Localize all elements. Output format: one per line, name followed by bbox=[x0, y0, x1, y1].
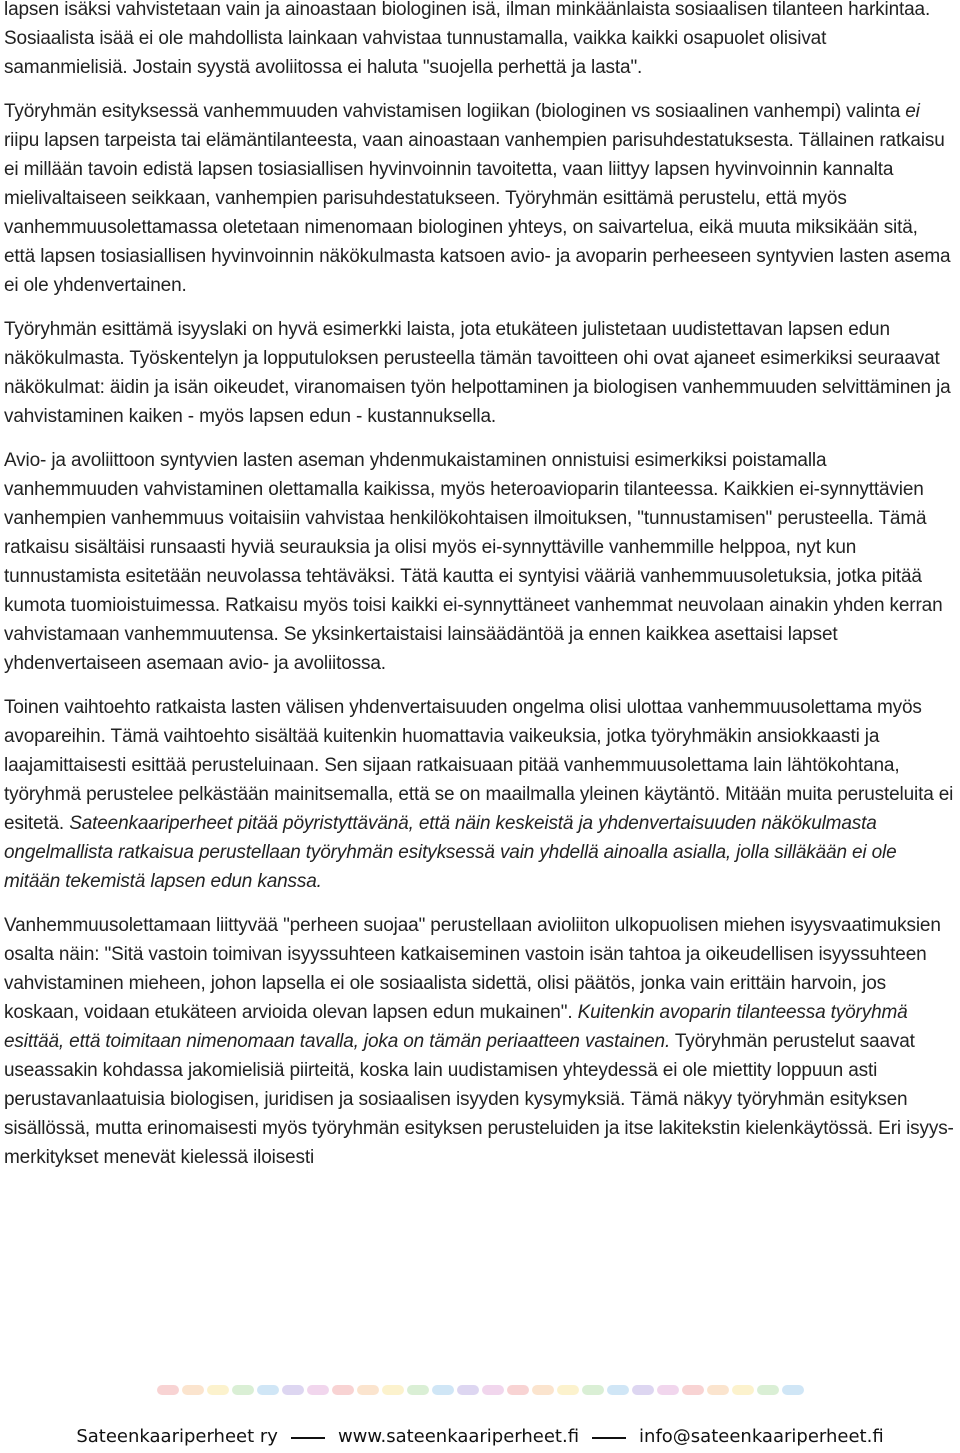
body-paragraph bbox=[4, 693, 954, 896]
rainbow-segment bbox=[607, 1385, 629, 1395]
rainbow-segment bbox=[682, 1385, 704, 1395]
footer-separator bbox=[291, 1437, 325, 1439]
rainbow-segment bbox=[782, 1385, 804, 1395]
italic-text: ei bbox=[905, 101, 920, 122]
rainbow-segment bbox=[432, 1385, 454, 1395]
rainbow-segment bbox=[257, 1385, 279, 1395]
paragraph-text: Työryhmän esittämä isyyslaki on hyvä esimerkki laista, jota etukäteen julistetaan uudistettavan lapsen edun näkökulmasta. Työskentelyn ja lopputuloksen perusteella tämän tavoitteen ohi ovat ajaneet esimerkiksi seuraavat näkökulmat: äidin ja isän oikeudet, viranomaisen työn helpottaminen ja biologisen vanhemmuuden selvittäminen ja vahvistaminen kaiken - myös lapsen edun - kustannuksella. bbox=[4, 319, 951, 427]
footer-organization: Sateenkaariperheet ry bbox=[76, 1426, 278, 1447]
rainbow-segment bbox=[482, 1385, 504, 1395]
rainbow-segment bbox=[632, 1385, 654, 1395]
rainbow-segment bbox=[357, 1385, 379, 1395]
rainbow-segment bbox=[332, 1385, 354, 1395]
rainbow-segment bbox=[707, 1385, 729, 1395]
rainbow-segment bbox=[182, 1385, 204, 1395]
rainbow-segment bbox=[282, 1385, 304, 1395]
rainbow-segment bbox=[157, 1385, 179, 1395]
page-footer bbox=[0, 1420, 960, 1453]
document-body bbox=[4, 0, 954, 1187]
italic-text: Sateenkaariperheet pitää pöyristyttävänä, että näin keskeistä ja yhdenvertaisuuden näkökulmasta ongelmallista ratkaisua perustellaan työryhmän esityksessä vain yhdellä ainoalla asialla, jolla silläkään ei ole mitään tekemistä lapsen edun kanssa. bbox=[4, 813, 897, 892]
rainbow-segment bbox=[207, 1385, 229, 1395]
paragraph-text: Avio- ja avoliittoon syntyvien lasten aseman yhdenmukaistaminen onnistuisi esimerkiksi poistamalla vanhemmuuden vahvistaminen olettamalla kaikissa, myös heteroavioparin tilanteessa. Kaikkien ei-synnyttävien vanhempien vanhemmuus voitaisiin vahvistaa henkilökohtaisen ilmoituksen, "tunnustamisen" perusteella. Tämä ratkaisu sisältäisi runsaasti hyviä seurauksia ja olisi myös ei-synnyttäville vanhemmille helppoa, nyt kun tunnustamista esitetään neuvolassa tehtäväksi. Tätä kautta ei syntyisi vääriä vanhemmuusoletuksia, jotka pitää kumota tuomioistuimessa. Ratkaisu myös toisi kaikki ei-synnyttäneet vanhemmat neuvolaan ainakin yhden kerran vahvistamaan vanhemmuutensa. Se yksinkertaistaisi lainsäädäntöä ja ennen kaikkea asettaisi lapset yhdenvertaiseen asemaan avio- ja avoliitossa. bbox=[4, 450, 943, 674]
body-paragraph bbox=[4, 0, 954, 82]
body-paragraph bbox=[4, 97, 954, 300]
footer-email-link[interactable]: info@sateenkaariperheet.fi bbox=[639, 1426, 884, 1447]
rainbow-segment bbox=[757, 1385, 779, 1395]
paragraph-text: riipu lapsen tarpeista tai elämäntilanteesta, vaan ainoastaan vanhempien parisuhdestatuksesta. Tällainen ratkaisu ei millään tavoin edistä lapsen tosiasiallisen hyvinvoinnin tavoitetta, vaan liittyy lapsen hyvinvoinnin kannalta mielivaltaiseen seikkaan, vanhempien parisuhdestatukseen. Työryhmän esittämä perustelu, että myös vanhemmuusolettamassa oletetaan nimenomaan biologinen yhteys, on saivartelua, eikä muuta miksikään sitä, että lapsen tosiasiallisen hyvinvoinnin näkökulmasta katsoen avio- ja avoparin perheeseen syntyvien lasten asema ei ole yhdenvertainen. bbox=[4, 130, 951, 296]
rainbow-segment bbox=[582, 1385, 604, 1395]
rainbow-segment bbox=[307, 1385, 329, 1395]
paragraph-text: Toinen vaihtoehto ratkaista lasten välisen yhdenvertaisuuden ongelma olisi ulottaa vanhemmuusolettama myös avopareihin. Tämä vaihtoehto sisältää kuitenkin huomattavia vaikeuksia, jotka työryhmäkin ansiokkaasti ja laajamittaisesti esittää perusteluinaan. Sen sijaan ratkaisuaan pitää vanhemmuusolettama lain lähtökohtana, työryhmä perustelee pelkästään mainitsemalla, että se on maailmalla yleinen käytäntö. Mitään muita perusteluita ei esitetä. bbox=[4, 697, 954, 834]
footer-separator bbox=[592, 1437, 626, 1439]
body-paragraph bbox=[4, 315, 954, 431]
rainbow-segment bbox=[507, 1385, 529, 1395]
rainbow-segment bbox=[657, 1385, 679, 1395]
rainbow-segment bbox=[382, 1385, 404, 1395]
body-paragraph bbox=[4, 446, 954, 678]
rainbow-decoration bbox=[0, 1374, 960, 1406]
footer-website-link[interactable]: www.sateenkaariperheet.fi bbox=[337, 1426, 580, 1447]
rainbow-segment bbox=[532, 1385, 554, 1395]
paragraph-text: Vanhemmuusolettamaan liittyvää "perheen suojaa" perustellaan avioliiton ulkopuolisen miehen isyysvaatimuksien osalta näin: "Sitä vastoin toimivan isyyssuhteen katkaiseminen vastoin isän tahtoa ja oikeudellisen isyyssuhteen vahvistaminen mieheen, johon lapsella ei ole sosiaalista sidettä, olisi päätös, jonka vain erittäin harvoin, jos koskaan, voidaan etukäteen arvioida olevan lapsen edun mukainen". bbox=[4, 915, 941, 1023]
paragraph-text: Työryhmän perustelut saavat useassakin kohdassa jakomielisiä piirteitä, koska lain uudistamisen yhteydessä ei ole miettity loppuun asti perustavanlaatuisia biologisen, juridisen ja sosiaalisen isyyden kysymyksiä. Tämä näkyy työryhmän esityksen sisällössä, mutta erinomaisesti myös työryhmän esityksen perusteluiden ja itse lakitekstin kielenkäytössä. Eri isyys-merkitykset menevät kielessä iloisesti bbox=[4, 1031, 954, 1168]
rainbow-segment bbox=[407, 1385, 429, 1395]
rainbow-segment bbox=[232, 1385, 254, 1395]
paragraph-text: lapsen isäksi vahvistetaan vain ja ainoastaan biologinen isä, ilman minkäänlaista sosiaalisen tilanteen harkintaa. Sosiaalista isää ei ole mahdollista lainkaan vahvistaa tunnustamalla, vaikka kaikki osapuolet olisivat samanmielisiä. Jostain syystä avoliitossa ei haluta "suojella perhettä ja lasta". bbox=[4, 0, 931, 78]
paragraph-text: Työryhmän esityksessä vanhemmuuden vahvistamisen logiikan (biologinen vs sosiaalinen vanhempi) valinta bbox=[4, 101, 906, 122]
rainbow-segment bbox=[557, 1385, 579, 1395]
rainbow-segment bbox=[732, 1385, 754, 1395]
italic-text: Kuitenkin avoparin tilanteessa työryhmä esittää, että toimitaan nimenomaan tavalla, joka on tämän periaatteen vastainen. bbox=[4, 1002, 908, 1052]
body-paragraph bbox=[4, 911, 954, 1172]
rainbow-segment bbox=[457, 1385, 479, 1395]
